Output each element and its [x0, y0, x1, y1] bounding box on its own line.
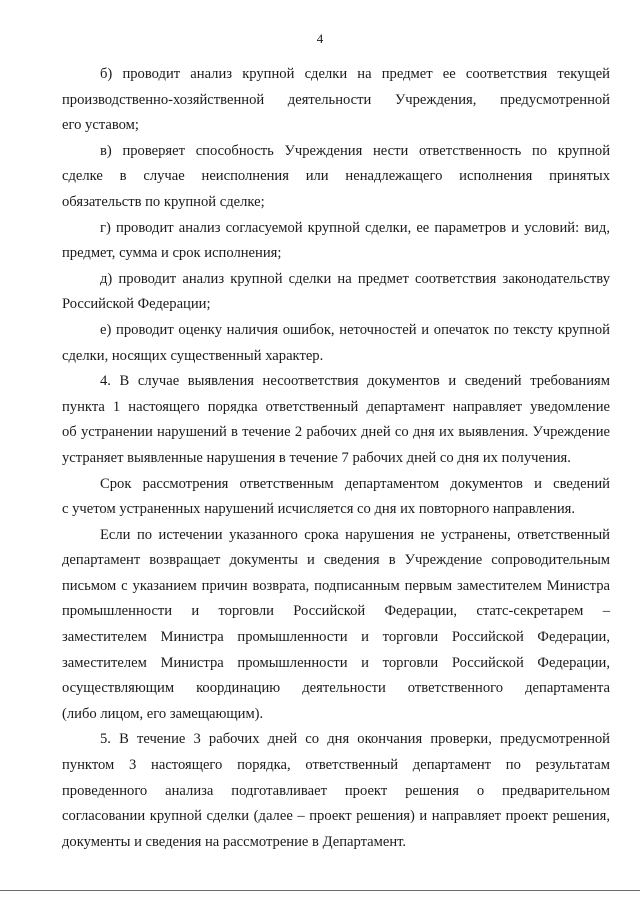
text-line: Российской Федерации;: [62, 296, 211, 313]
text-line: об устранении нарушений в течение 2 рабочих дней со дня их выявления. Учреждение: [62, 424, 610, 441]
text-line: 5. В течение 3 рабочих дней со дня окончания проверки, предусмотренной: [100, 731, 610, 748]
text-line: е) проводит оценку наличия ошибок, неточностей и опечаток по тексту крупной: [100, 321, 610, 338]
text-line: Если по истечении указанного срока нарушения не устранены, ответственный: [100, 526, 610, 543]
paragraph-b: [62, 62, 610, 139]
text-line: 4. В случае выявления несоответствия документов и сведений требованиям: [100, 373, 610, 390]
text-line: устраняет выявленные нарушения в течение 7 рабочих дней со дня их получения.: [62, 449, 571, 466]
text-line: заместителем Министра промышленности и торговли Российской Федерации,: [62, 629, 610, 646]
paragraph-review-term: [62, 472, 610, 523]
text-line: г) проводит анализ согласуемой крупной сделки, ее параметров и условий: вид,: [100, 219, 610, 236]
text-line: департамент возвращает документы и сведения в Учреждение сопроводительным: [62, 552, 610, 569]
text-line: документы и сведения на рассмотрение в Департамент.: [62, 833, 407, 850]
text-line: сделки, носящих существенный характер.: [62, 347, 324, 364]
paragraph-d: [62, 267, 610, 318]
text-line: его уставом;: [62, 117, 139, 134]
text-line: в) проверяет способность Учреждения нести ответственность по крупной: [100, 142, 610, 159]
text-line: (либо лицом, его замещающим).: [62, 705, 264, 722]
text-line: пунктом 3 настоящего порядка, ответственный департамент по результатам: [62, 757, 610, 774]
text-line: производственно-хозяйственной деятельности Учреждения, предусмотренной: [62, 91, 610, 108]
paragraph-4: [62, 369, 610, 471]
page-bottom-rule: [0, 890, 640, 891]
text-line: письмом с указанием причин возврата, подписанным первым заместителем Министра: [62, 577, 610, 594]
text-line: промышленности и торговли Российской Федерации, статс-секретарем –: [62, 603, 610, 620]
paragraph-v: [62, 139, 610, 216]
text-line: д) проводит анализ крупной сделки на предмет соответствия законодательству: [100, 270, 610, 287]
paragraph-5: [62, 727, 610, 855]
text-line: пункта 1 настоящего порядка ответственный департамент направляет уведомление: [62, 398, 610, 415]
paragraph-g: [62, 216, 610, 267]
text-line: б) проводит анализ крупной сделки на предмет ее соответствия текущей: [100, 66, 610, 82]
paragraph-e: [62, 318, 610, 369]
page-number: 4: [316, 31, 324, 46]
text-line: предмет, сумма и срок исполнения;: [62, 245, 282, 262]
text-line: обязательств по крупной сделке;: [62, 193, 265, 210]
text-line: сделке в случае неисполнения или ненадлежащего исполнения принятых: [62, 168, 610, 185]
document-body: [62, 62, 610, 855]
text-line: Срок рассмотрения ответственным департаментом документов и сведений: [100, 475, 610, 492]
text-line: проведенного анализа подготавливает проект решения о предварительном: [62, 782, 610, 799]
text-line: осуществляющим координацию деятельности ответственного департамента: [62, 680, 610, 697]
text-line: с учетом устраненных нарушений исчисляется со дня их повторного направления.: [62, 501, 576, 518]
paragraph-return: [62, 523, 610, 728]
text-line: заместителем Министра промышленности и торговли Российской Федерации,: [62, 654, 610, 671]
text-line: согласовании крупной сделки (далее – проект решения) и направляет проект решения,: [62, 808, 610, 825]
